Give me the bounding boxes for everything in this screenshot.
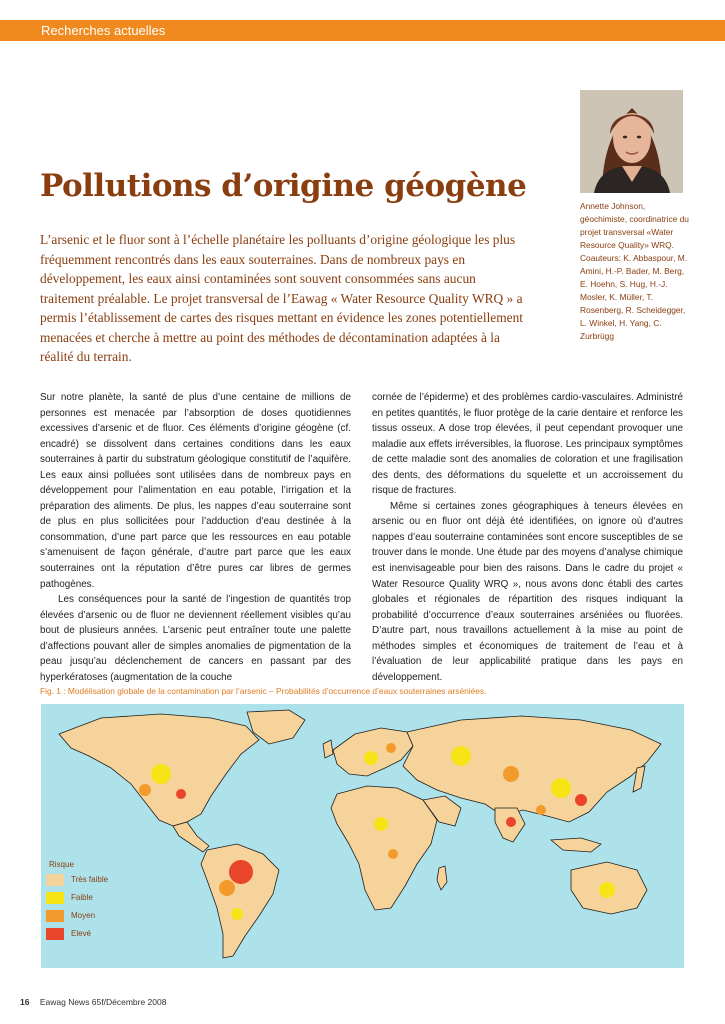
body-paragraph: Sur notre planète, la santé de plus d’une centaine de millions de personnes est menacée par l’absorption de doses quotidiennes excessives d’arsenic et de fluor. Ces éléments d’origine géogène (cf. encadré) se dissolvent dans certaines conditions dans les eaux souterraines à partir du substratum géologique constitutif de l’aquifère. Les eaux ainsi polluées sont utilisées dans de nombreux pays en développement pour l’alimentation en eau potable, l’irrigation et la préparation des aliments. De plus, les nappes d’eau souterraine sont de plus en plus sollicitées pour l’adduction d’eau destinée à la consommation, d’une part parce que les ressources en eau potable s’amenuisent de façon générale, d’autre part parce que les eaux souterraines ont la réputation d’être pures car libres de germes pathogènes. bbox=[40, 392, 351, 590]
body-column-1 bbox=[40, 390, 351, 685]
world-risk-map bbox=[41, 704, 684, 968]
body-paragraph: Les conséquences pour la santé de l’ingestion de quantités trop élevées d’arsenic ou de fluor ne deviennent réellement visibles qu’au bout de plusieurs années. L’arsenic peut entraîner toute une palette d’affections pouvant aller de simples anomalies de pigmentation de la peau jusqu’au déclenchement de cancers en passant par des hyperkératoses (augmentation de la couche bbox=[40, 594, 351, 683]
publication-name: Eawag News 65f/Décembre 2008 bbox=[39, 997, 167, 1007]
legend-swatch bbox=[46, 874, 64, 886]
legend-swatch bbox=[46, 910, 64, 922]
legend-title: Risque bbox=[49, 860, 74, 869]
section-header-label: Recherches actuelles bbox=[41, 23, 166, 38]
author-portrait bbox=[580, 90, 683, 193]
page-number: 16 bbox=[20, 997, 30, 1007]
body-column-2 bbox=[372, 390, 683, 685]
legend-swatch bbox=[46, 892, 64, 904]
article-title: Pollutions d’origine géogène bbox=[40, 168, 527, 204]
page-footer bbox=[20, 997, 166, 1007]
figure-caption: Fig. 1 : Modélisation globale de la contamination par l’arsenic – Probabilités d’occurrence d’eaux souterraines arséniées. bbox=[40, 686, 487, 696]
legend-label: Très faible bbox=[71, 875, 109, 884]
portrait-caption bbox=[580, 200, 692, 343]
legend-label: Elevé bbox=[71, 929, 92, 938]
body-paragraph: Même si certaines zones géographiques à teneurs élevées en arsenic ou en fluor ont déjà été identifiées, on ignore où d’autres nappes d’eau souterraine contaminées sont encore susceptibles de se trouver dans le monde. Une étude par des moyens d’analyse chimique est inenvisageable pour bien des raisons. Dans le cadre du projet « Water Resource Quality WRQ », nous avons donc établi des cartes globales et régionales de répartition des risques indiquant la probabilité d’occurrence d’eaux souterraines arséniées ou fluorées. D’autre part, nous travaillons actuellement à la mise au point de méthodes simples et économiques de traitement de l’eau et à l’évaluation de leur applicabilité pratique dans les pays en développement. bbox=[372, 500, 683, 683]
legend-label: Faible bbox=[71, 893, 93, 902]
lead-text: L’arsenic et le fluor sont à l’échelle planétaire les polluants d’origine géologique les plus fréquemment rencontrés dans les eaux souterraines. Dans de nombreux pays en développement, les eaux ainsi contaminées sont souvent consommées sans aucun traitement préalable. Le projet transversal de l’Eawag « Water Resource Quality WRQ » a permis l’établissement de cartes des risques mettant en évidence les zones potentiellement menacées et cherche à mettre au point des méthodes de décontamination adaptées à la réalité du terrain. bbox=[40, 232, 524, 364]
lead-paragraph bbox=[40, 230, 532, 367]
body-paragraph: cornée de l’épiderme) et des problèmes cardio-vasculaires. Administré en petites quantités, le fluor protège de la carie dentaire et renforce les tissus osseux. A dose trop élevées, il peut cependant provoquer une maladie aux effets irréversibles, la fluorose. Les principaux symptômes de cette maladie sont des anomalies de coloration et une fragilisation des dents, des déformations du squelette et un accroissement du risque de fractures. bbox=[372, 392, 683, 497]
legend-label: Moyen bbox=[71, 911, 96, 920]
legend-swatch bbox=[46, 928, 64, 940]
portrait-caption-text: Annette Johnson, géochimiste, coordinatrice du projet transversal «Water Resource Quality» WRQ. Coauteurs: K. Abbaspour, M. Amini, H.-P. Bader, M. Berg, E. Hoehn, S. Hug, H.-J. Mosler, K. Müller, T. Rosenberg, R. Scheidegger, L. Winkel, H. Yang, C. Zurbrügg bbox=[580, 201, 689, 341]
